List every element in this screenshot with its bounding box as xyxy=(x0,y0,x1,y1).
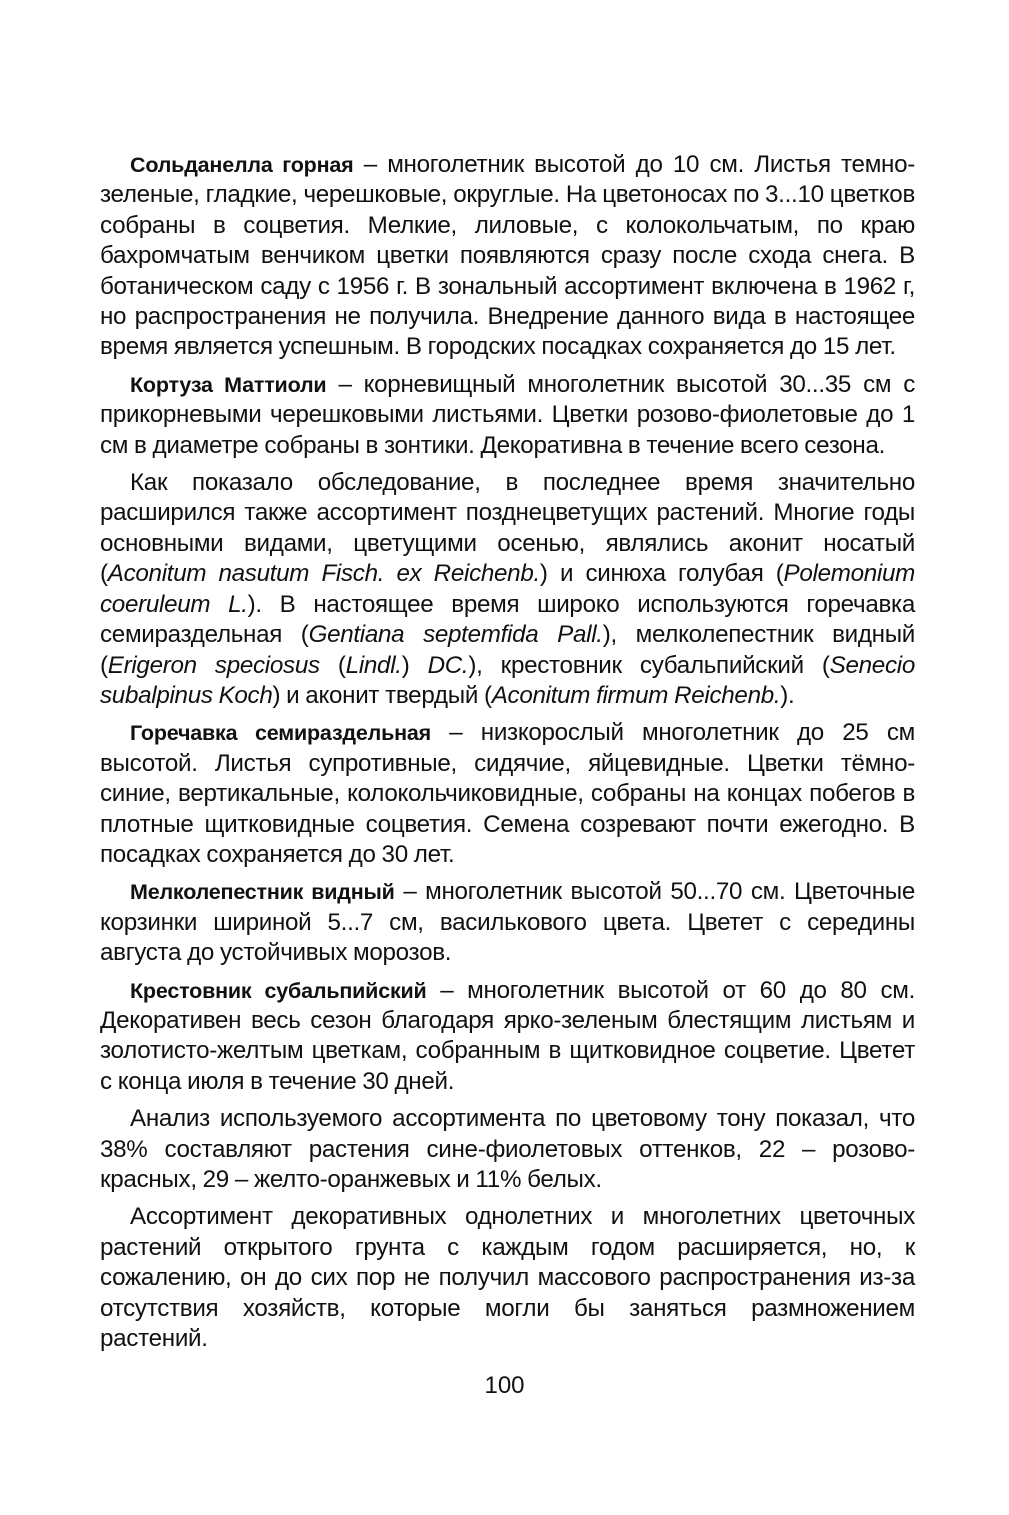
latin-name: DC. xyxy=(427,651,469,679)
latin-name: Aconitum nasutum Fisch. ex Reichenb. xyxy=(107,560,540,588)
paragraph-senecio xyxy=(100,976,915,1098)
paragraph-text: Анализ используемого ассортимента по цветовому тону показал, что 38% составляют растения сине-фиолетовых оттенков, 22 – розово-красных, 29 – желто-оранжевых и 11% белых. xyxy=(100,1105,915,1193)
latin-name: Aconitum firmum Reichenb. xyxy=(491,681,781,709)
paragraph-text: – низкорослый многолетник до 25 см высотой. Листья супротивные, сидячие, яйцевидные. Цветки тёмно-синие, вертикальные, колокольчиковидные, собраны на концах побегов в плотные щитковидные соцветия. Семена созревают почти ежегодно. В посадках сохраняется до 30 лет. xyxy=(100,719,915,868)
latin-name: Lindl. xyxy=(345,651,402,679)
paragraph-soldanella xyxy=(100,150,915,363)
page-body xyxy=(100,150,915,1354)
text-segment: ) и синюха голубая ( xyxy=(539,560,784,588)
paragraph-color-analysis xyxy=(100,1104,915,1195)
page-number: 100 xyxy=(484,1372,525,1399)
paragraph-assortment xyxy=(100,1202,915,1354)
paragraph-gentiana xyxy=(100,718,915,870)
text-segment: ). xyxy=(780,681,795,709)
text-segment: ), крестовник субальпийский ( xyxy=(468,651,830,679)
paragraph-erigeron xyxy=(100,877,915,968)
term-erigeron: Мелколепестник видный xyxy=(130,880,395,905)
latin-name: Erigeron speciosus xyxy=(107,651,320,679)
latin-name: Senecio subalpinus Koch xyxy=(100,651,915,709)
paragraph-late-flowering xyxy=(100,468,915,711)
latin-name: Gentiana septemfida Pall. xyxy=(308,621,603,649)
text-segment: ) и аконит твердый ( xyxy=(272,681,492,709)
paragraph-text: – многолетник высотой от 60 до 80 см. Декоративен весь сезон благодаря ярко-зеленым блестящим листьям и золотисто-желтым цветкам, собранным в щитковидное соцветие. Цветет с конца июля в течение 30 дней. xyxy=(100,976,915,1095)
text-segment: ) xyxy=(401,651,428,679)
latin-name: Polemonium coeruleum L. xyxy=(100,560,915,618)
paragraph-text: – многолетник высотой до 10 см. Листья темно-зеленые, гладкие, черешковые, округлые. На цветоносах по 3...10 цветков собраны в соцветия. Мелкие, лиловые, с колокольчатым, по краю бахромчатым венчиком цветки появляются сразу после схода снега. В ботаническом саду с 1956 г. В зональный ассортимент включена в 1962 г, но распространения не получила. Внедрение данного вида в настоящее время является успешным. В городских посадках сохраняется до 15 лет. xyxy=(100,151,916,361)
text-segment: ). В настоящее время широко используются горечавка семираздельная ( xyxy=(100,590,915,649)
term-gentiana: Горечавка семираздельная xyxy=(130,721,431,746)
term-soldanella: Сольданелла горная xyxy=(130,153,354,177)
term-senecio: Крестовник субальпийский xyxy=(130,978,427,1003)
term-cortusa: Кортуза Маттиоли xyxy=(130,372,327,397)
paragraph-text: Ассортимент декоративных однолетних и многолетних цветочных растений открытого грунта с каждым годом расширяется, но, к сожалению, он до сих пор не получил массового распространения из-за отсутствия хозяйств, которые могли бы заняться размножением растений. xyxy=(100,1203,915,1353)
paragraph-text: – многолетник высотой 50...70 см. Цветочные корзинки шириной 5...7 см, василькового цвета. Цветет с середины августа до устойчивых морозов. xyxy=(100,878,915,967)
text-segment: Как показало обследование, в последнее время значительно расширился также ассортимент позднецветущих растений. Многие годы основными видами, цветущими осенью, являлись аконит носатый ( xyxy=(100,469,915,588)
text-segment: ), мелколепестник видный ( xyxy=(100,621,915,679)
paragraph-cortusa xyxy=(100,370,915,461)
paragraph-text: – корневищный многолетник высотой 30...35 см с прикорневыми черешковыми листьями. Цветки розово-фиолетовые до 1 см в диаметре собраны в зонтики. Декоративна в течение всего сезона. xyxy=(100,370,915,459)
text-segment: ( xyxy=(319,651,346,679)
